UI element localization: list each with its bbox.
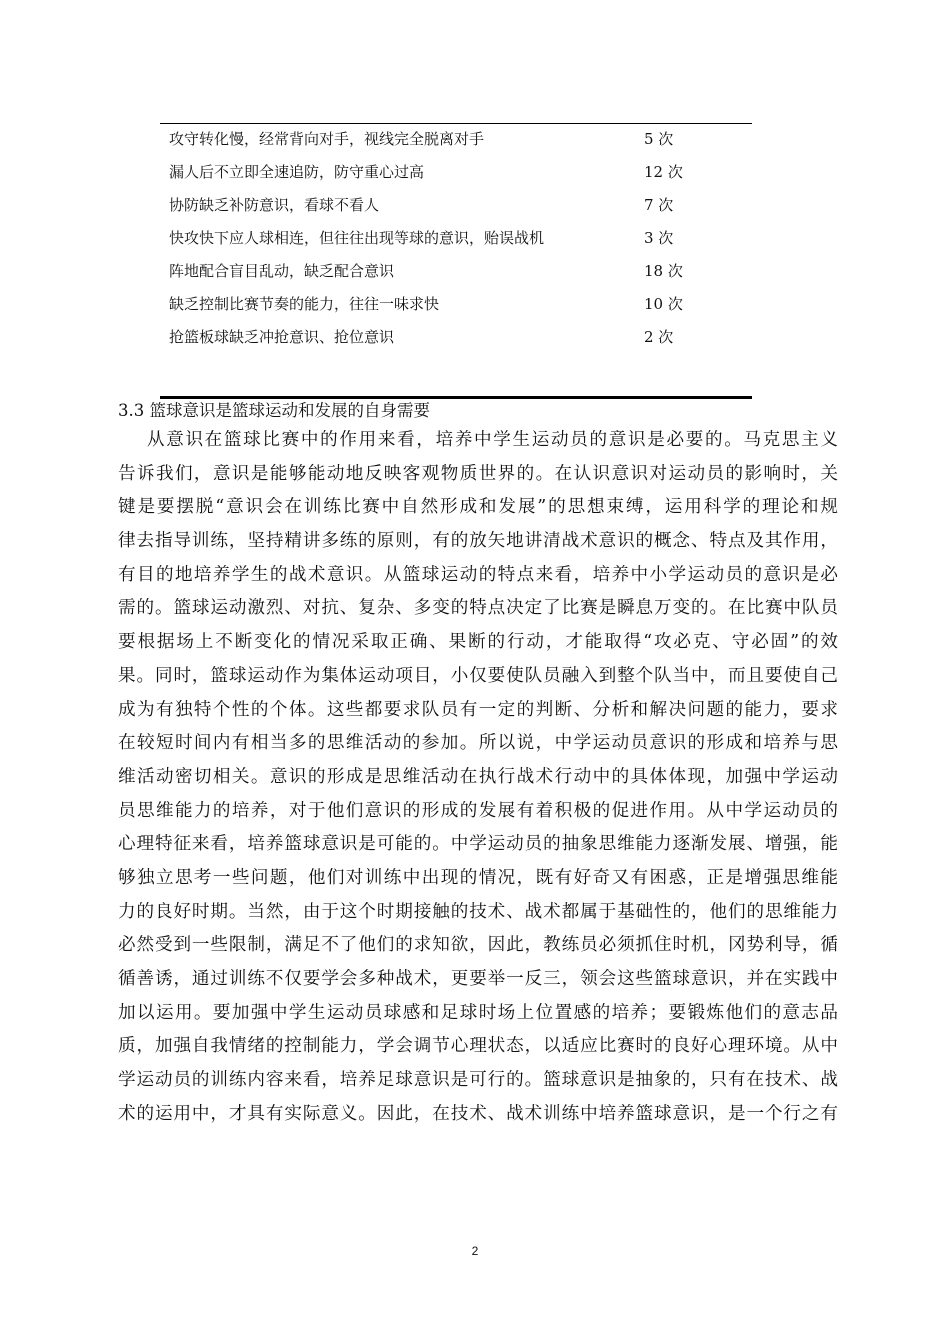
page-number: 2 — [471, 1244, 479, 1258]
table-cell-description: 阵地配合盲目乱动，缺乏配合意识 — [169, 262, 395, 280]
paragraph-line: 有目的地培养学生的战术意识。从篮球运动的特点来看，培养中小学运动员的意识是必 — [118, 564, 838, 585]
paragraph-line: 力的良好时期。当然，由于这个时期接触的技术、战术都属于基础性的，他们的思维能力 — [118, 901, 838, 922]
paragraph-line: 成为有独特个性的个体。这些都要求队员有一定的判断、分析和解决问题的能力，要求 — [118, 699, 838, 720]
paragraph-line: 律去指导训练，坚持精讲多练的原则，有的放矢地讲清战术意识的概念、特点及其作用， — [118, 531, 838, 552]
paragraph-line: 员思维能力的培养，对于他们意识的形成的发展有着积极的促进作用。从中学运动员的 — [118, 800, 838, 821]
table-cell-count: 3 次 — [644, 229, 674, 247]
table-cell-count: 2 次 — [644, 328, 674, 346]
table-row — [160, 189, 752, 222]
table-cell-description: 协防缺乏补防意识，看球不看人 — [169, 196, 380, 214]
paragraph-line: 加以运用。要加强中学生运动员球感和足球时场上位置感的培养；要锻炼他们的意志品 — [118, 1002, 838, 1023]
body-paragraph — [118, 424, 838, 1131]
paragraph-line: 键是要摆脱“意识会在训练比赛中自然形成和发展”的思想束缚，运用科学的理论和规 — [118, 497, 838, 518]
table-cell-count: 12 次 — [644, 163, 683, 181]
table-cell-count: 10 次 — [644, 295, 683, 313]
table-cell-description: 缺乏控制比赛节奏的能力，往往一味求快 — [169, 295, 440, 313]
table-cell-count: 5 次 — [644, 130, 674, 148]
paragraph-line: 维活动密切相关。意识的形成是思维活动在执行战术行动中的具体体现，加强中学运动 — [118, 766, 838, 787]
table-cell-description: 攻守转化慢，经常背向对手，视线完全脱离对手 — [169, 130, 485, 148]
section-heading: 3.3 篮球意识是篮球运动和发展的自身需要 — [118, 401, 430, 420]
table-cell-description: 漏人后不立即全速追防，防守重心过高 — [169, 163, 425, 181]
paragraph-line: 学运动员的训练内容来看，培养足球意识是可行的。篮球意识是抽象的，只有在技术、战 — [118, 1070, 838, 1091]
paragraph-line: 需的。篮球运动激烈、对抗、复杂、多变的特点决定了比赛是瞬息万变的。在比赛中队员 — [118, 598, 838, 619]
paragraph-line: 必然受到一些限制，满足不了他们的求知欲，因此，教练员必须抓住时机，冈势利导，循 — [118, 935, 838, 956]
paragraph-line: 从意识在篮球比赛中的作用来看，培养中学生运动员的意识是必要的。马克思主义 — [118, 430, 838, 450]
paragraph-line: 术的运用中，才具有实际意义。因此，在技术、战术训练中培养篮球意识，是一个行之有 — [118, 1103, 838, 1124]
paragraph-line: 果。同时，篮球运动作为集体运动项目，小仅要使队员融入到整个队当中，而且要使自己 — [118, 665, 838, 686]
table-cell-count: 7 次 — [644, 196, 674, 214]
paragraph-line: 循善诱，通过训练不仅要学会多种战术，更要举一反三，领会这些篮球意识，并在实践中 — [118, 969, 838, 989]
table-row — [160, 288, 752, 321]
paragraph-line: 够独立思考一些问题，他们对训练中出现的情况，既有好奇又有困惑，正是增强思维能 — [118, 867, 838, 888]
paragraph-line: 心理特征来看，培养篮球意识是可能的。中学运动员的抽象思维能力逐渐发展、增强，能 — [118, 834, 838, 855]
paragraph-line: 质，加强自我情绪的控制能力，学会调节心理状态，以适应比赛时的良好心理环境。从中 — [118, 1036, 838, 1057]
table-cell-count: 18 次 — [644, 262, 683, 280]
paragraph-line: 在较短时间内有相当多的思维活动的参加。所以说，中学运动员意识的形成和培养与思 — [118, 733, 838, 754]
table-row — [160, 222, 752, 255]
paragraph-line: 告诉我们，意识是能够能动地反映客观物质世界的。在认识意识对运动员的影响时，关 — [118, 463, 838, 484]
table-cell-description: 抢篮板球缺乏冲抢意识、抢位意识 — [169, 328, 395, 346]
table-row — [160, 321, 752, 354]
paragraph-line: 要根据场上不断变化的情况采取正确、果断的行动，才能取得“攻必克、守必固”的效 — [118, 632, 838, 653]
table-row — [160, 255, 752, 288]
table-row — [160, 123, 752, 156]
table-row — [160, 156, 752, 189]
table-cell-description: 快攻快下应人球相连，但往往出现等球的意识，贻误战机 — [169, 229, 545, 247]
